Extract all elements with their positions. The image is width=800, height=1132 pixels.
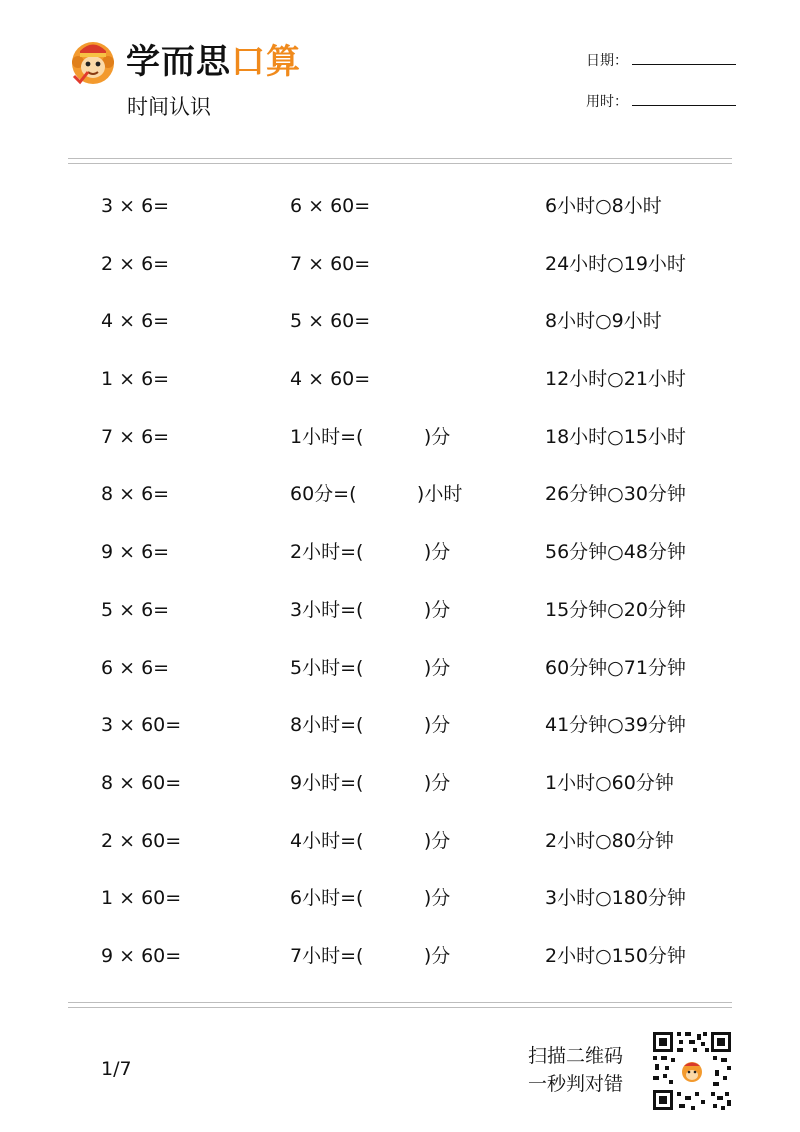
time-blank[interactable]: [632, 91, 736, 106]
problem-conversion: 1小时=( )分: [290, 425, 451, 448]
problem-multiplication: 3 × 6=: [101, 195, 170, 217]
problem-conversion: 5小时=( )分: [290, 656, 451, 679]
time-label: 用时：: [586, 94, 628, 110]
problem-multiplication: 8 × 6=: [101, 483, 170, 506]
scan-line-2: 一秒判对错: [528, 1073, 624, 1095]
brand-name: 学而思: [126, 42, 231, 82]
time-field: [586, 91, 736, 112]
problem-multiplication: 7 × 6=: [101, 425, 170, 448]
problem-comparison: 24小时○19小时: [545, 252, 686, 275]
problem-comparison: 1小时○60分钟: [545, 771, 674, 794]
problem-conversion: 7 × 60=: [290, 252, 371, 275]
scan-line-1: 扫描二维码: [528, 1045, 624, 1067]
problem-comparison: 60分钟○71分钟: [545, 656, 686, 679]
problem-comparison: 8小时○9小时: [545, 310, 662, 333]
problem-conversion: 4 × 60=: [290, 368, 371, 391]
problem-multiplication: 1 × 6=: [101, 368, 170, 391]
date-field: [586, 50, 736, 71]
problem-row: [0, 409, 800, 467]
problem-list: [0, 178, 800, 986]
problem-conversion: 5 × 60=: [290, 310, 371, 333]
problem-comparison: 26分钟○30分钟: [545, 483, 686, 506]
problem-row: [0, 813, 800, 871]
problem-conversion: 9小时=( )分: [290, 771, 451, 794]
problem-row: [0, 351, 800, 409]
problem-multiplication: 2 × 6=: [101, 252, 170, 275]
worksheet-subtitle: 时间认识: [127, 95, 211, 119]
page-number: 1/7: [101, 1058, 132, 1080]
scan-instructions: [528, 1042, 623, 1098]
problem-row: [0, 293, 800, 351]
problem-row: [0, 928, 800, 986]
problem-multiplication: 9 × 60=: [101, 944, 182, 967]
problem-row: [0, 755, 800, 813]
bottom-divider: [68, 1002, 732, 1003]
problem-row: [0, 524, 800, 582]
date-blank[interactable]: [632, 50, 736, 65]
problem-conversion: 6小时=( )分: [290, 887, 451, 910]
problem-row: [0, 466, 800, 524]
problem-conversion: 8小时=( )分: [290, 714, 451, 737]
problem-comparison: 3小时○180分钟: [545, 887, 686, 910]
monkey-mascot-logo-icon: [68, 36, 118, 86]
problem-row: [0, 697, 800, 755]
problem-row: [0, 582, 800, 640]
problem-conversion: 6 × 60=: [290, 195, 371, 217]
problem-multiplication: 9 × 6=: [101, 541, 170, 564]
problem-comparison: 15分钟○20分钟: [545, 598, 686, 621]
problem-comparison: 56分钟○48分钟: [545, 541, 686, 564]
problem-comparison: 41分钟○39分钟: [545, 714, 686, 737]
problem-row: [0, 178, 800, 236]
brand-accent: 口算: [231, 42, 301, 82]
problem-row: [0, 640, 800, 698]
problem-multiplication: 5 × 6=: [101, 598, 170, 621]
top-divider: [68, 158, 732, 159]
problem-multiplication: 3 × 60=: [101, 714, 182, 737]
problem-multiplication: 1 × 60=: [101, 887, 182, 910]
problem-row: [0, 236, 800, 294]
problem-conversion: 2小时=( )分: [290, 541, 451, 564]
brand-title: [126, 40, 301, 84]
problem-conversion: 7小时=( )分: [290, 944, 451, 967]
problem-comparison: 6小时○8小时: [545, 195, 662, 217]
date-label: 日期：: [586, 53, 628, 69]
problem-comparison: 18小时○15小时: [545, 425, 686, 448]
problem-conversion: 4小时=( )分: [290, 829, 451, 852]
problem-conversion: 60分=( )小时: [290, 483, 463, 506]
problem-multiplication: 2 × 60=: [101, 829, 182, 852]
bottom-divider-inner: [68, 1007, 732, 1008]
problem-multiplication: 8 × 60=: [101, 771, 182, 794]
problem-conversion: 3小时=( )分: [290, 598, 451, 621]
problem-comparison: 2小时○80分钟: [545, 829, 674, 852]
problem-row: [0, 870, 800, 928]
problem-comparison: 2小时○150分钟: [545, 944, 686, 967]
qr-code-icon[interactable]: [651, 1030, 733, 1112]
problem-multiplication: 4 × 6=: [101, 310, 170, 333]
problem-multiplication: 6 × 6=: [101, 656, 170, 679]
problem-comparison: 12小时○21小时: [545, 368, 686, 391]
top-divider-inner: [68, 163, 732, 164]
